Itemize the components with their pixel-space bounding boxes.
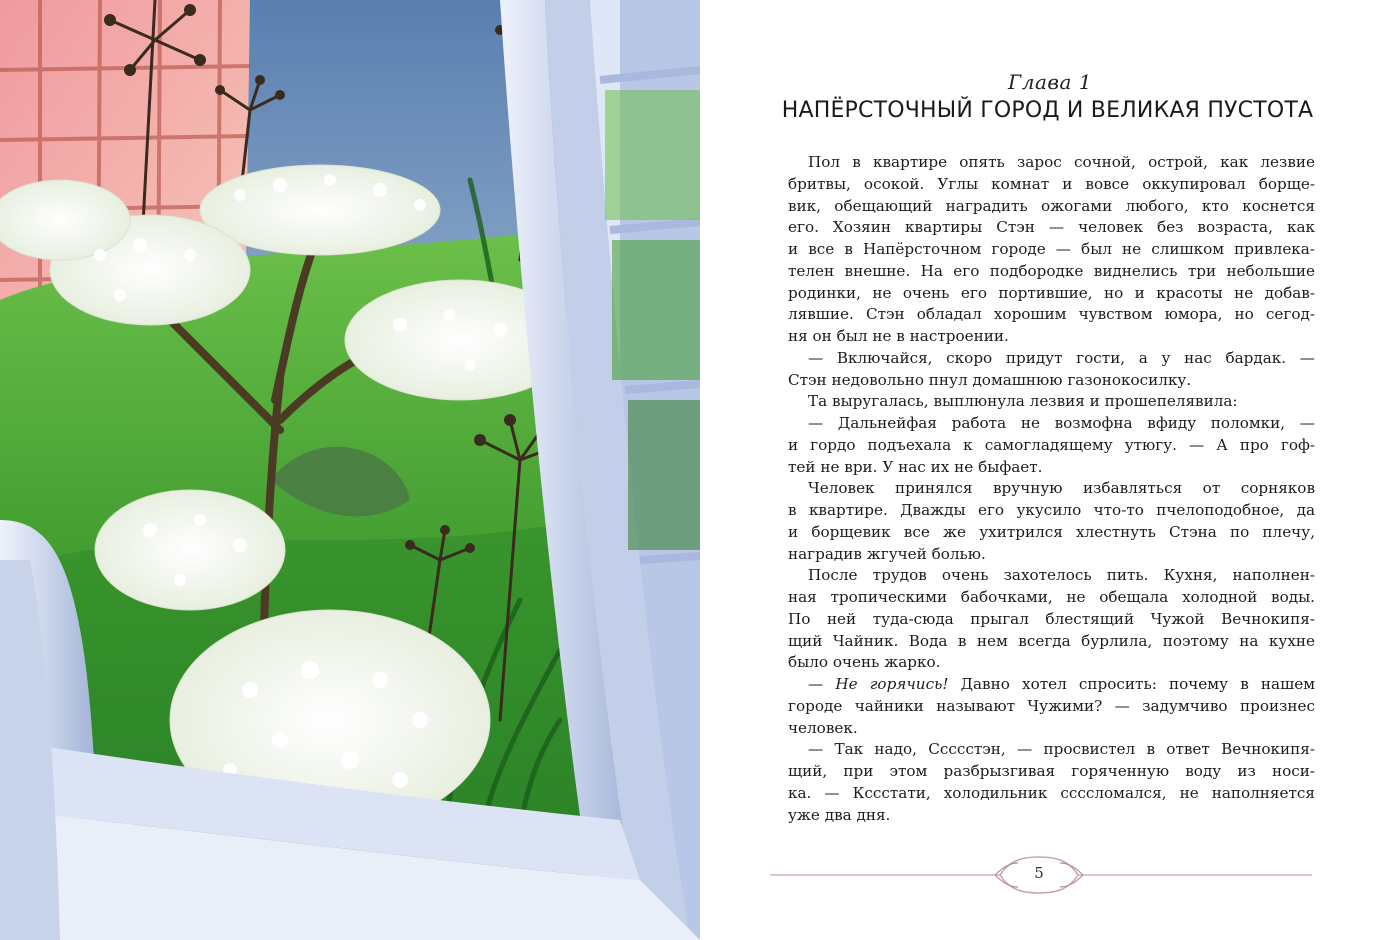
italic-phrase: Не горячись! [835, 675, 949, 693]
body-line: ка. — Кссстати, холодильник сссcломался, не наполняется [788, 783, 1315, 802]
body-line: и борщевик все же ухитрился хлестнуть Стэна по плечу, [788, 522, 1315, 541]
body-line: и гордо подъехала к самогладящему утюгу. — А про гоф- [788, 435, 1315, 454]
body-line: в квартире. Дважды его укусило что-то пчелоподобное, да [788, 501, 1315, 519]
body-line: Пол в квартире опять зарос сочной, острой, как лезвие [808, 153, 1315, 171]
body-line: тей не ври. У нас их не быфает. [788, 457, 1043, 476]
body-line: щий, при этом разбрызгивая горяченную воду из носи- [788, 762, 1315, 780]
body-line: лявшие. Стэн обладал хорошим чувством юмора, но сегод- [788, 305, 1315, 324]
body-line: вик, обещающий наградить ожогами любого, кто коснется [788, 196, 1315, 215]
body-line: родинки, не очень его портившие, но и красоты не добав- [788, 283, 1315, 302]
body-line: ная тропическими бабочками, не обещала холодной воды. [788, 588, 1315, 606]
chapter-number: Глава 1 [1007, 70, 1093, 94]
body-line: было очень жарко. [788, 653, 941, 672]
body-line: По ней туда-сюда прыгал блестящий Чужой Вечнокипя- [788, 609, 1315, 628]
text-page [700, 0, 1400, 940]
body-line: и все в Напёрсточном городе — был не слишком привлека- [788, 240, 1315, 258]
body-line: человек. [788, 718, 858, 737]
body-line: После трудов очень захотелось пить. Кухня, наполнен- [808, 566, 1315, 585]
body-line: — Дальнейфая работа не возмофна вфиду поломки, — [808, 414, 1315, 432]
chapter-title: НАПЁРСТОЧНЫЙ ГОРОД И ВЕЛИКАЯ ПУСТОТА [781, 98, 1314, 123]
body-line: телен внешне. На его подбородке виднелись три небольшие [788, 261, 1315, 280]
body-line: его. Хозяин квартиры Стэн — человек без возраста, как [788, 218, 1315, 237]
body-line: бритвы, осокой. Углы комнат и вовсе оккупировал борще- [788, 174, 1315, 193]
body-line: — Так надо, Ссссстэн, — просвистел в ответ Вечнокипя- [808, 740, 1315, 759]
body-line: городе чайники называют Чужими? — задумчиво произнес [788, 696, 1315, 715]
page-number: 5 [1034, 864, 1044, 882]
body-line: Та выругалась, выплюнула лезвия и прошепелявила: [808, 392, 1238, 411]
body-line: наградив жгучей болью. [788, 544, 986, 563]
chapter-body [788, 152, 1315, 826]
page-footer [700, 855, 1400, 895]
body-line: Человек принялся вручную избавляться от сорняков [808, 479, 1315, 498]
body-line: ня он был не в настроении. [788, 327, 1009, 345]
body-line: Стэн недовольно пнул домашнюю газонокосилку. [788, 370, 1192, 389]
body-line: щий Чайник. Вода в нем всегда бурлила, поэтому на кухне [788, 631, 1315, 650]
body-line: уже два дня. [788, 805, 891, 824]
body-line: — Не горячись! Давно хотел спросить: почему в нашем [808, 675, 1315, 693]
body-line: — Включайся, скоро придут гости, а у нас бардак. — [808, 348, 1315, 367]
